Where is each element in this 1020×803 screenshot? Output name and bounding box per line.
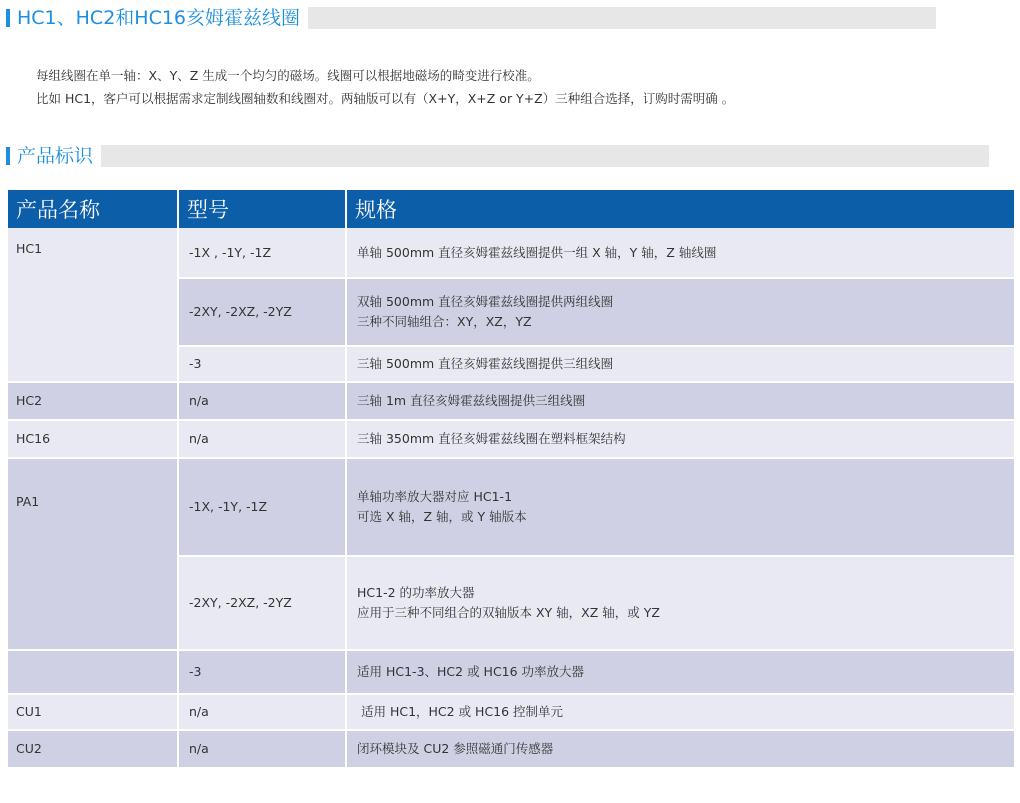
spec-line: 适用 HC1，HC2 或 HC16 控制单元 bbox=[357, 704, 564, 719]
model-cell: n/a bbox=[178, 730, 346, 768]
section-header-product-id bbox=[6, 144, 1014, 168]
spec-cell bbox=[346, 694, 1014, 730]
spec-line: 单轴 500mm 直径亥姆霍兹线圈提供一组 X 轴，Y 轴，Z 轴线圈 bbox=[357, 244, 717, 260]
spec-cell bbox=[346, 420, 1014, 458]
table-row bbox=[8, 420, 1014, 458]
product-name-cell: HC2 bbox=[8, 382, 178, 420]
product-table bbox=[8, 190, 1014, 769]
model-cell: -1X , -1Y, -1Z bbox=[178, 228, 346, 278]
table-row bbox=[8, 458, 1014, 556]
model-cell: -2XY, -2XZ, -2YZ bbox=[178, 278, 346, 346]
header-product-name: 产品名称 bbox=[8, 190, 178, 228]
product-name-cell: PA1 bbox=[8, 458, 178, 650]
product-name-cell: HC16 bbox=[8, 420, 178, 458]
table-row bbox=[8, 730, 1014, 768]
spec-cell bbox=[346, 382, 1014, 420]
spec-line: 闭环模块及 CU2 参照磁通门传感器 bbox=[357, 741, 554, 756]
model-cell: -3 bbox=[178, 650, 346, 694]
intro-text bbox=[36, 64, 996, 110]
table-row bbox=[8, 650, 1014, 694]
product-name-cell: HC1 bbox=[8, 228, 178, 382]
spec-line: HC1-2 的功率放大器 bbox=[357, 585, 475, 600]
section-title: 产品标识 bbox=[17, 144, 101, 168]
model-cell: n/a bbox=[178, 382, 346, 420]
spec-line: 双轴 500mm 直径亥姆霍兹线圈提供两组线圈 bbox=[357, 294, 614, 309]
product-name-cell: CU2 bbox=[8, 730, 178, 768]
table-row bbox=[8, 382, 1014, 420]
section-header-coils bbox=[6, 6, 1014, 30]
spec-cell bbox=[346, 730, 1014, 768]
model-cell: -2XY, -2XZ, -2YZ bbox=[178, 556, 346, 650]
spec-cell bbox=[346, 650, 1014, 694]
accent-bar bbox=[6, 9, 10, 27]
spec-cell bbox=[346, 556, 1014, 650]
header-model: 型号 bbox=[178, 190, 346, 228]
spec-line: 三轴 500mm 直径亥姆霍兹线圈提供三组线圈 bbox=[357, 356, 614, 371]
spec-line: 三种不同轴组合：XY，XZ，YZ bbox=[357, 314, 532, 329]
product-name-cell: CU1 bbox=[8, 694, 178, 730]
table-header-row bbox=[8, 190, 1014, 228]
accent-bar bbox=[6, 147, 10, 165]
spec-line: 应用于三种不同组合的双轴版本 XY 轴，XZ 轴，或 YZ bbox=[357, 605, 660, 620]
product-name-cell bbox=[8, 650, 178, 694]
model-cell: -1X, -1Y, -1Z bbox=[178, 458, 346, 556]
spec-line: 适用 HC1-3、HC2 或 HC16 功率放大器 bbox=[357, 664, 585, 679]
spec-line: 三轴 350mm 直径亥姆霍兹线圈在塑料框架结构 bbox=[357, 431, 626, 446]
header-band bbox=[308, 7, 936, 29]
section-title: HC1、HC2和HC16亥姆霍兹线圈 bbox=[17, 6, 308, 30]
intro-paragraph: 比如 HC1，客户可以根据需求定制线圈轴数和线圈对。两轴版可以有（X+Y，X+Z or Y+Z）三种组合选择，订购时需明确 。 bbox=[36, 91, 735, 106]
model-cell: n/a bbox=[178, 420, 346, 458]
spec-cell bbox=[346, 278, 1014, 346]
spec-cell bbox=[346, 346, 1014, 382]
table-row bbox=[8, 694, 1014, 730]
spec-line: 可选 X 轴，Z 轴，或 Y 轴版本 bbox=[357, 509, 527, 524]
header-spec: 规格 bbox=[346, 190, 1014, 228]
model-cell: n/a bbox=[178, 694, 346, 730]
model-cell: -3 bbox=[178, 346, 346, 382]
spec-cell bbox=[346, 228, 1014, 278]
header-band bbox=[101, 145, 989, 167]
spec-cell bbox=[346, 458, 1014, 556]
table-row bbox=[8, 228, 1014, 278]
spec-line: 三轴 1m 直径亥姆霍兹线圈提供三组线圈 bbox=[357, 393, 586, 408]
intro-paragraph: 每组线圈在单一轴：X、Y、Z 生成一个均匀的磁场。线圈可以根据地磁场的畸变进行校准。 bbox=[36, 68, 540, 83]
spec-line: 单轴功率放大器对应 HC1-1 bbox=[357, 489, 513, 504]
